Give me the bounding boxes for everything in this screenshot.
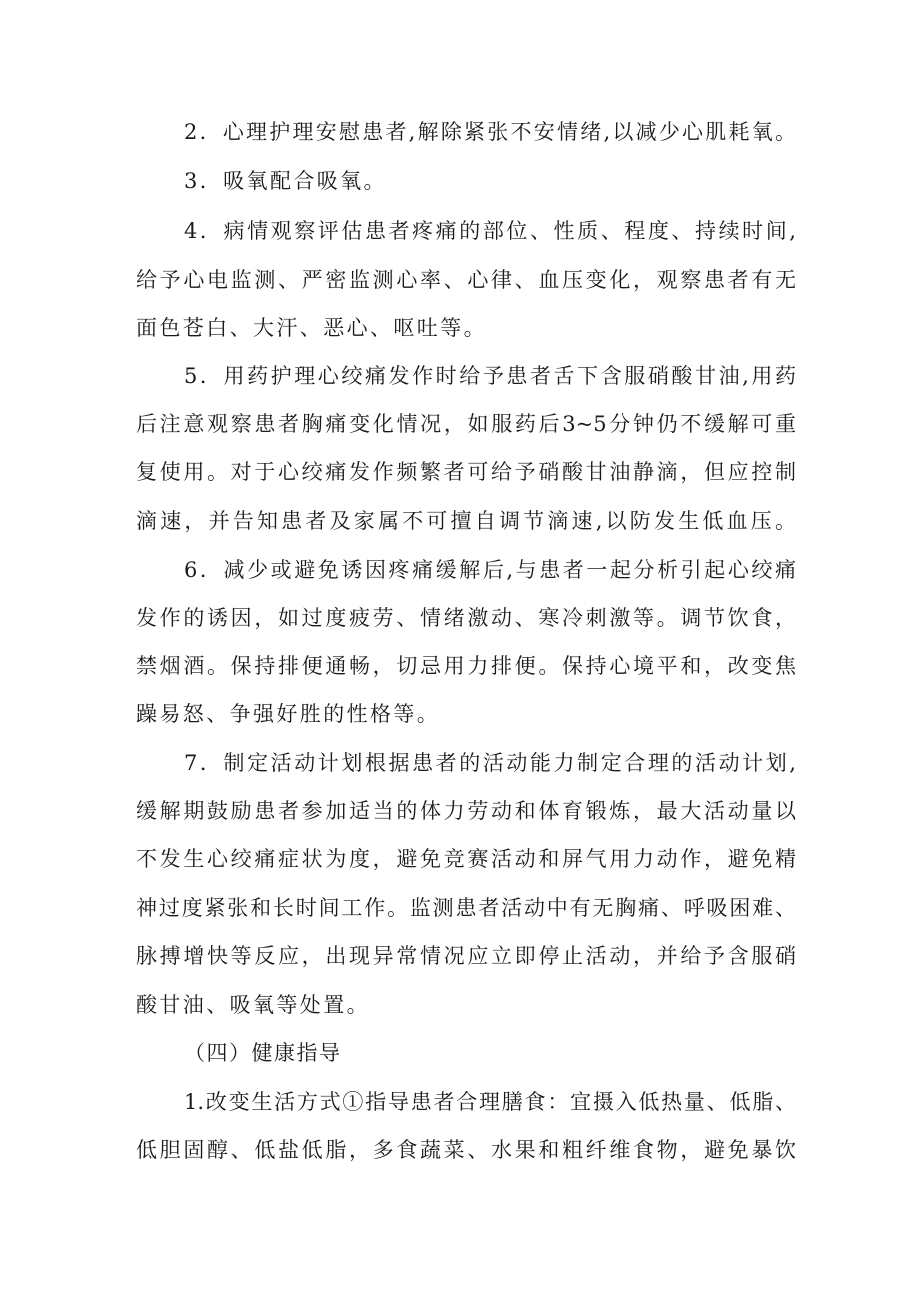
text-line: 躁易怒、争强好胜的性格等。 [136,702,441,726]
text-line: 5．用药护理心绞痛发作时给予患者舌下含服硝酸甘油,用药 [184,364,796,388]
text-line: 2．心理护理安慰患者,解除紧张不安情绪,以减少心肌耗氧。 [184,120,796,144]
section-heading: （四）健康指导 [184,1041,342,1065]
text-line: 酸甘油、吸氧等处置。 [136,993,370,1017]
text-line: 低胆固醇、低盐低脂，多食蔬菜、水果和粗纤维食物，避免暴饮 [136,1138,796,1162]
text-line: 后注意观察患者胸痛变化情况，如服药后3~5分钟仍不缓解可重 [136,412,796,436]
text-line: 1.改变生活方式①指导患者合理膳食：宜摄入低热量、低脂、 [184,1090,796,1114]
text-line: 滴速，并告知患者及家属不可擅自调节滴速,以防发生低血压。 [136,509,796,533]
text-line: 6．减少或避免诱因疼痛缓解后,与患者一起分析引起心绞痛 [184,558,796,582]
text-line: 给予心电监测、严密监测心率、心律、血压变化，观察患者有无 [136,268,796,292]
text-line: 3．吸氧配合吸氧。 [184,169,387,193]
text-line: 面色苍白、大汗、恶心、呕吐等。 [136,316,487,340]
text-line: 禁烟酒。保持排便通畅，切忌用力排便。保持心境平和，改变焦 [136,654,796,678]
text-line: 缓解期鼓励患者参加适当的体力劳动和体育锻炼，最大活动量以 [136,799,796,823]
text-line: 神过度紧张和长时间工作。监测患者活动中有无胸痛、呼吸困难、 [136,896,796,920]
text-line: 复使用。对于心绞痛发作频繁者可给予硝酸甘油静滴，但应控制 [136,460,796,484]
text-line: 4．病情观察评估患者疼痛的部位、性质、程度、持续时间, [184,219,796,243]
text-line: 不发生心绞痛症状为度，避免竞赛活动和屏气用力动作，避免精 [136,847,796,871]
text-line: 发作的诱因，如过度疲劳、情绪激动、寒冷刺激等。调节饮食， [136,606,796,630]
text-line: 7．制定活动计划根据患者的活动能力制定合理的活动计划, [184,751,796,775]
text-line: 脉搏增快等反应，出现异常情况应立即停止活动，并给予含服硝 [136,944,796,968]
